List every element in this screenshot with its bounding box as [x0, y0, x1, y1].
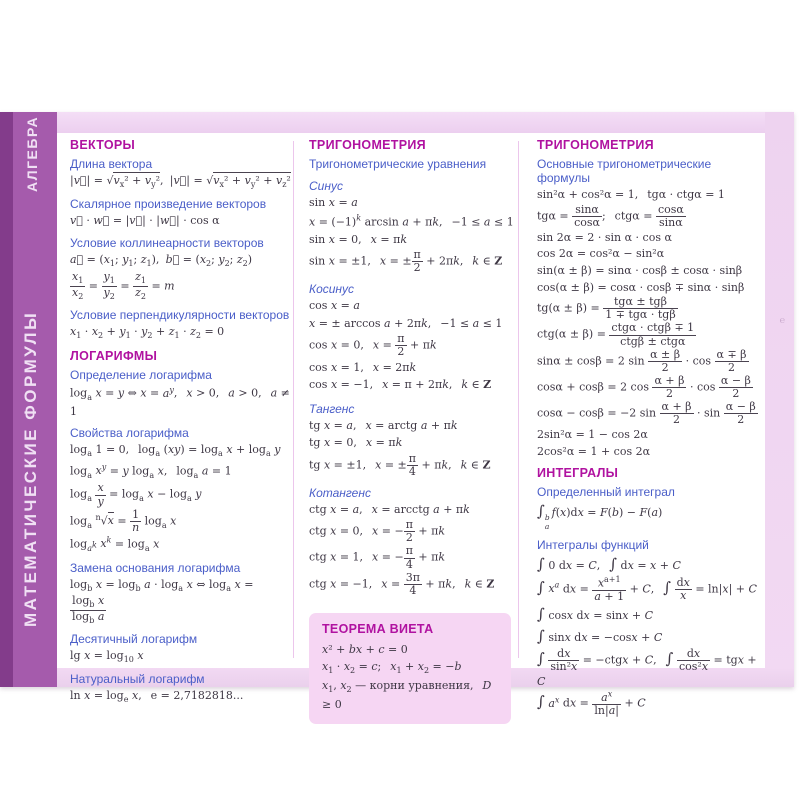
- formula-line: sin²α + cos²α = 1, tgα · ctgα = 1: [537, 188, 725, 201]
- formula-line: $\frac{x_1}{x_2}$ = $\frac{y_1}{y_2}$ = $\frac{z_1}{z_2}$ = m: [72, 269, 175, 302]
- formula-line: ∫ cosx dx = sinx + C: [537, 604, 654, 623]
- formula-line: cos 2α = cos²α − sin²α: [537, 247, 665, 261]
- formula-line: a⃗ = ($x_1$; $y_1$; $z_1$), b⃗ = ($x_2$; $y_2$; $z_2$): [70, 252, 253, 268]
- formula-line: ctg(α ± β) = ctgα · ctgβ ∓ 1 ctgβ ± ctgα: [537, 321, 695, 348]
- block-log-decimal: [70, 632, 291, 666]
- block-cosine: [309, 282, 515, 393]
- block-log-properties: [70, 426, 291, 554]
- formula-line: sin x = 0, x = πk: [309, 232, 408, 246]
- sub-trig-equations: Тригонометрические уравнения: [309, 157, 487, 171]
- spine-subject-label: АЛГЕБРА: [24, 115, 40, 192]
- formula-line: sin x = a: [309, 196, 358, 209]
- formula-line: sinα ± cosβ = 2 sin $\frac{\alpha \pm \beta}{2}$ · cos $\frac{\alpha \mp \beta}{2}$: [537, 347, 747, 374]
- sub-log-properties: Свойства логарифма: [70, 426, 189, 441]
- formula-line: cos x = a: [309, 299, 360, 313]
- formula-line: 2cos²α = 1 + cos 2α: [537, 444, 651, 458]
- column-divider-2: [518, 141, 519, 658]
- formula-line: ∫ sinx dx = −cosx + C: [537, 627, 663, 646]
- formula-line: x = ± arccos a + 2πk, −1 ≤ a ≤ 1: [309, 316, 503, 330]
- sub-log-natural: Натуральный логарифм: [70, 671, 205, 686]
- formula-line: $\log_{a^k} x^k = \log_a x$: [70, 535, 160, 553]
- formula-line: cos(α ± β) = cosα · cosβ ∓ sinα · sinβ: [537, 280, 745, 294]
- formula-line: $\log_b x = \log_b a \cdot \log_a x$ ⇔ $\log_a x$ = $\frac{\log_b x}{\log_b a}$: [70, 577, 254, 625]
- formula-line: ctg x = 1, x = − $\frac{\pi}{4}$ + πk: [309, 544, 446, 571]
- formula-line: $x_1$, $x_2$ — корни уравнения, D ≥ 0: [322, 679, 492, 711]
- formula-line: ctg x = −1, x = $\frac{3\pi}{4}$ + πk, k ∈ Z: [309, 570, 495, 597]
- block-tangent: [309, 402, 515, 478]
- column-trig-integrals: [537, 138, 764, 723]
- edge-mark: ℮: [779, 315, 785, 325]
- block-function-integrals: [537, 538, 764, 717]
- formula-line: v⃗ · w⃗ = |v⃗| · |w⃗| · cos α: [70, 214, 220, 228]
- header-vieta: ТЕОРЕМА ВИЕТА: [322, 621, 434, 636]
- block-sine: [309, 179, 515, 274]
- sub-cosine: Косинус: [309, 282, 355, 297]
- formula-reference-card: [0, 112, 794, 717]
- block-cotangent: [309, 486, 515, 597]
- card-top-border: [57, 112, 794, 133]
- formula-line: ∫ b a f(x)dx = F(b) − F(a): [537, 502, 663, 532]
- sub-perpendicularity: Условие перпендикулярности векторов: [70, 307, 290, 322]
- header-trigonometry-formulas: ТРИГОНОМЕТРИЯ: [537, 138, 654, 152]
- block-trig-identities: [537, 187, 764, 459]
- formula-line: cos x = 0, x = $\frac{\pi}{2}$ + πk: [309, 332, 437, 359]
- block-vector-length: [70, 157, 291, 191]
- formula-line: $x_1 \cdot x_2 + y_1 \cdot y_2 + z_1 \cdot z_2 = 0$: [70, 324, 225, 341]
- sub-log-base-change: Замена основания логарифма: [70, 560, 241, 575]
- sub-vector-length: Длина вектора: [70, 157, 153, 171]
- sub-tangent: Тангенс: [309, 401, 355, 416]
- column-vectors-logarithms: [70, 138, 291, 712]
- formula-line: sin x = ±1, x = ± $\frac{\pi}{2}$ + 2πk, k ∈ Z: [309, 248, 503, 275]
- sub-log-definition: Определение логарифма: [70, 368, 212, 383]
- formula-line: $\log_a$ $\frac{x}{y}$ = $\log_a x - \log_a y$: [70, 481, 202, 508]
- block-collinearity: [70, 236, 291, 302]
- formula-line: ∫ $a^x$ dx = $\frac{a^x}{\ln|a|}$ + C: [537, 689, 646, 717]
- block-log-definition: [70, 368, 291, 420]
- sub-cotangent: Котангенс: [309, 485, 371, 500]
- formula-line: sin 2α = 2 · sin α · cos α: [537, 230, 672, 244]
- header-trigonometry-equations: ТРИГОНОМЕТРИЯ: [309, 138, 426, 152]
- sub-function-integrals: Интегралы функций: [537, 537, 649, 552]
- block-log-base-change: [70, 561, 291, 626]
- header-integrals: ИНТЕГРАЛЫ: [537, 466, 619, 481]
- formula-line: tg(α ± β) = tgα ± tgβ 1 ∓ tgα · tgβ: [537, 295, 676, 322]
- card-content: [57, 133, 765, 717]
- formula-line: ∫ $x^a$ dx = $\frac{x^{a+1}}{a + 1}$ + C, ∫ $\frac{dx}{x}$ = ln|x| + C: [537, 574, 757, 603]
- formula-line: tg x = ±1, x = ± $\frac{\pi}{4}$ + πk, k ∈ Z: [309, 451, 491, 478]
- formula-line: cosα − cosβ = −2 sin $\frac{\alpha + \beta}{2}$ · sin $\frac{\alpha - \beta}{2}$: [537, 399, 756, 427]
- formula-line: ctg x = 0, x = − $\frac{\pi}{2}$ + πk: [309, 518, 446, 545]
- formula-line: $\log_a x^y = y$ $\log_a x$, $\log_a a = 1$: [70, 462, 232, 480]
- sub-collinearity: Условие коллинеарности векторов: [70, 235, 264, 250]
- sub-sine: Синус: [309, 179, 343, 193]
- block-scalar-product: [70, 197, 291, 230]
- block-log-natural: [70, 672, 291, 706]
- header-logarithms: ЛОГАРИФМЫ: [70, 349, 158, 364]
- sub-definite-integral: Определенный интеграл: [537, 485, 675, 500]
- sub-basic-trig: Основные тригонометрические формулы: [537, 157, 712, 185]
- formula-line: sin(α ± β) = sinα · cosβ ± cosα · sinβ: [537, 264, 743, 278]
- spine-dark-edge: [0, 112, 13, 687]
- purple-spine: [0, 112, 57, 687]
- formula-line: cos x = 1, x = 2πk: [309, 360, 417, 374]
- formula-line: cosα + cosβ = 2 cos $\frac{\alpha + \beta}{2}$ · cos $\frac{\alpha - \beta}{2}$: [537, 373, 751, 400]
- vieta-theorem-box: [309, 613, 511, 724]
- formula-line: $\ln x = \log_e x$, e = 2,7182818...: [70, 688, 244, 705]
- block-perpendicularity: [70, 308, 291, 342]
- formula-line: 2sin²α = 1 − cos 2α: [537, 428, 648, 442]
- formula-line: cos x = −1, x = π + 2πk, k ∈ Z: [309, 378, 492, 392]
- column-trig-equations: [309, 138, 515, 724]
- formula-line: $\log_a 1 = 0$, $\log_a (xy) = \log_a x + \log_a y$: [70, 443, 281, 459]
- formula-line: $\log_a x = y$ ⇔ $x = a^y$, x > 0, a > 0, a ≠ 1: [70, 385, 290, 418]
- formula-line: $x = (-1)^k$ arcsin a + πk, −1 ≤ a ≤ 1: [309, 213, 514, 229]
- sub-scalar-product: Скалярное произведение векторов: [70, 197, 267, 212]
- sub-log-decimal: Десятичный логарифм: [70, 631, 198, 646]
- formula-line: tg x = a, x = arctg a + πk: [309, 418, 458, 432]
- card-right-border: [765, 112, 794, 687]
- block-definite-integral: [537, 485, 764, 531]
- formula-line: x² + bx + c = 0: [322, 642, 408, 656]
- formula-line: tgα = $\frac{\sin\alpha}{\cos\alpha}$ ; ctgα = $\frac{\cos\alpha}{\sin\alpha}$: [537, 202, 684, 229]
- formula-line: |v⃗| = $√v_x^2 + v_y^2$, |v⃗| = $√v_x^2 + v_y^2 + v_z^2$: [70, 174, 291, 190]
- formula-line: $\log_a ^n√x$ = $\frac{1}{n}$ $\log_a x$: [70, 507, 177, 534]
- header-vectors: ВЕКТОРЫ: [70, 138, 136, 152]
- formula-line: ctg x = a, x = arcctg a + πk: [309, 502, 470, 516]
- formula-line: $x_1 \cdot x_2 = c$; $x_1 + x_2 = -b$: [322, 660, 462, 676]
- formula-line: tg x = 0, x = πk: [309, 436, 403, 450]
- spine-title-label: МАТЕМАТИЧЕСКИЕ ФОРМУЛЫ: [21, 310, 40, 627]
- formula-line: ∫ 0 dx = C, ∫ dx = x + C: [537, 554, 681, 573]
- formula-line: $\lg x = \log_{10} x$: [70, 648, 144, 664]
- column-divider-1: [293, 141, 294, 658]
- formula-line: ∫ $\frac{dx}{\text{sin²x}}$ = −ctgx + C, ∫ $\frac{dx}{\text{cos²x}}$ = tgx + C: [537, 647, 757, 688]
